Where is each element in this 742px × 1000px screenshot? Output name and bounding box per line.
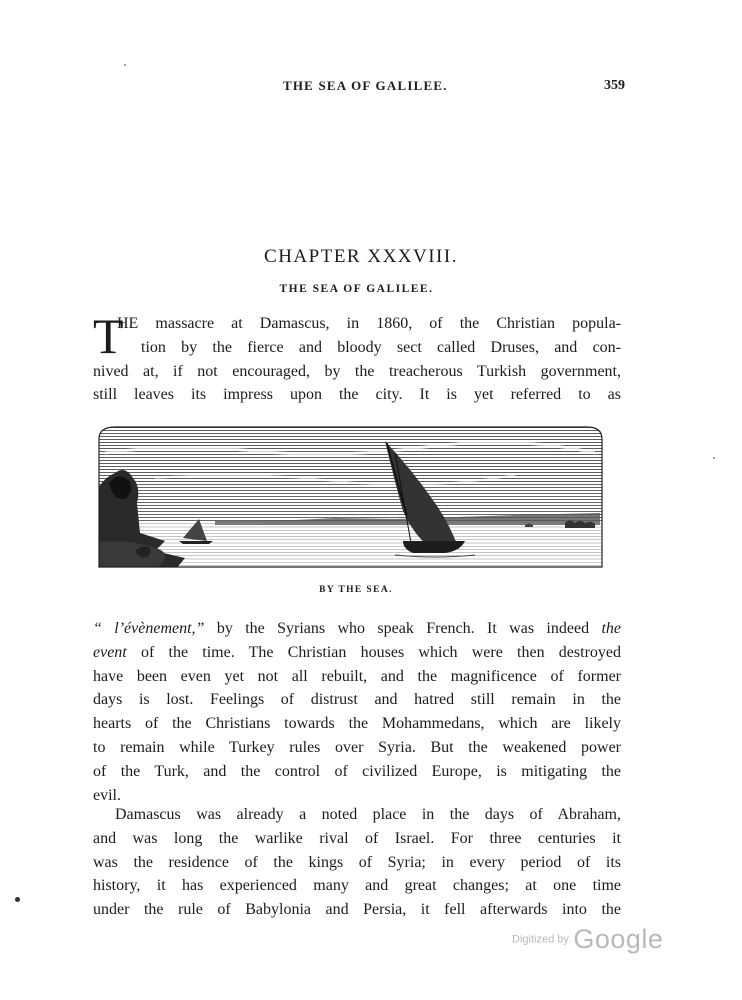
paragraph-text: by the Syrians who speak French. It was indeed <box>204 620 602 637</box>
paragraph-line: hearts of the Christians towards the Mohammedans, which are likely <box>93 715 621 733</box>
paragraph-line <box>93 641 621 665</box>
emphasis-text: event <box>93 643 127 661</box>
paragraph-line: days is lost. Feelings of distrust and hatred still remain in the <box>93 691 621 709</box>
intro-paragraph <box>93 308 621 407</box>
intro-line: still leaves its impress upon the city. It is yet referred to as <box>93 386 621 404</box>
intro-line: tion by the fierce and bloody sect called Druses, and con- <box>141 338 621 356</box>
paragraph-line: to remain while Turkey rules over Syria. But the weakened power <box>93 738 621 756</box>
chapter-subtitle: THE SEA OF GALILEE. <box>279 283 434 295</box>
ink-speck <box>713 457 715 459</box>
watermark-prefix: Digitized by <box>512 933 569 946</box>
page-number: 359 <box>604 78 625 93</box>
figure-caption: BY THE SEA. <box>319 585 393 595</box>
paragraph-text: of the time. The Christian houses which were then destroyed <box>126 643 621 661</box>
body-paragraph <box>93 617 621 807</box>
digitized-watermark <box>512 924 663 955</box>
intro-line: HE massacre at Damascus, in 1860, of the Christian popula- <box>117 315 621 332</box>
paragraph-line: history, it has experienced many and great changes; at one time <box>93 877 621 895</box>
intro-line: nived at, if not encouraged, by the treacherous Turkish government, <box>93 362 621 380</box>
paragraph-line: under the rule of Babylonia and Persia, it fell afterwards into the <box>93 901 621 919</box>
emphasis-text: the <box>601 620 622 637</box>
paragraph-line: and was long the warlike rival of Israel. For three centuries it <box>93 829 621 847</box>
paragraph-line <box>93 617 621 641</box>
page-header <box>0 78 742 98</box>
french-quote: “ l’évènement,” <box>93 620 205 637</box>
ink-speck <box>124 64 126 66</box>
paragraph-line: evil. <box>93 786 121 804</box>
body-paragraph <box>93 803 621 922</box>
google-logo: Google <box>573 924 664 954</box>
paragraph-line: of the Turk, and the control of civilized Europe, is mitigating the <box>93 762 621 780</box>
ink-speck <box>15 897 20 902</box>
chapter-title: CHAPTER XXXVIII. <box>264 246 458 267</box>
paragraph-line: Damascus was already a noted place in the days of Abraham, <box>115 806 621 823</box>
drop-cap: T <box>93 308 124 364</box>
running-title: THE SEA OF GALILEE. <box>283 78 448 93</box>
sea-illustration <box>95 423 606 570</box>
paragraph-line: was the residence of the kings of Syria; in every period of its <box>93 853 621 871</box>
paragraph-line: have been even yet not all rebuilt, and the magnificence of former <box>93 667 621 685</box>
